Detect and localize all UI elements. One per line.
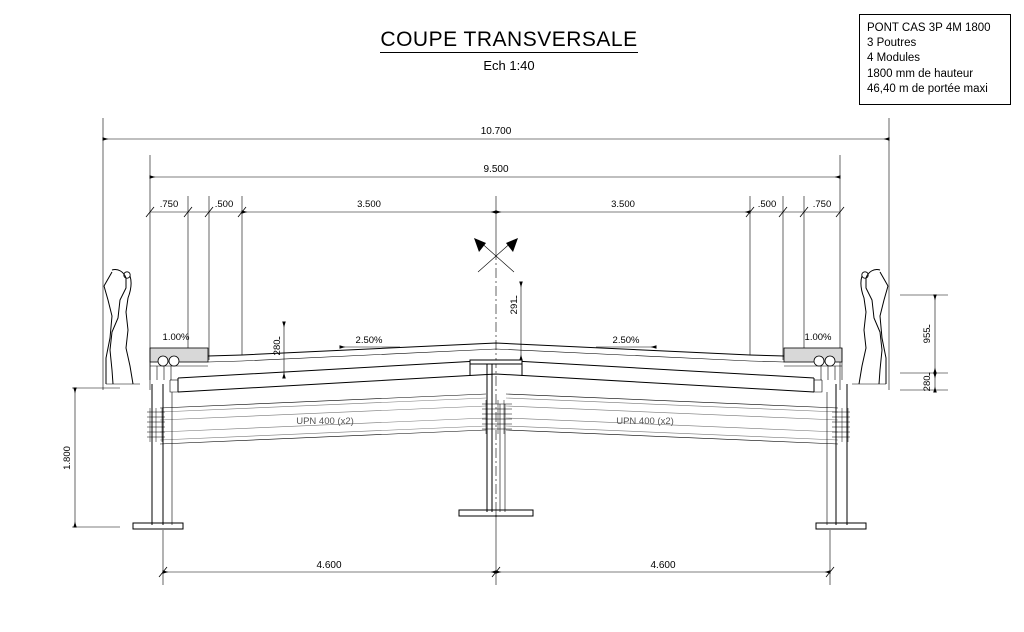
beam-label-right: UPN 400 (x2) (616, 416, 674, 427)
info-line-2: 3 Poutres (867, 37, 917, 50)
info-line-3: 4 Modules (867, 52, 921, 65)
support-columns (133, 384, 866, 529)
dim-seg-4: 3.500 (611, 199, 635, 210)
dim-height-right-upper: ـ955 (922, 324, 933, 344)
slope-left-outer: 1.00% (162, 332, 190, 343)
kerb-left (150, 348, 208, 380)
dim-bottom-right: 4.600 (650, 560, 676, 571)
slope-left-inner: 2.50% (355, 335, 383, 346)
info-line-4: 1800 mm de hauteur (867, 67, 974, 80)
parapet-left (104, 269, 140, 384)
dim-height-crown: ـ291 (509, 295, 520, 315)
info-line-5: 46,40 m de portée maxi (867, 82, 988, 95)
dim-height-deck: ـ280 (272, 336, 283, 356)
dim-seg-3: 3.500 (357, 199, 381, 210)
dim-height-left: 1.800 (62, 446, 73, 470)
dim-left-vertical (62, 388, 75, 527)
dim-crown (509, 282, 521, 360)
dimension-lines-bottom (159, 560, 834, 577)
kerb-right (784, 348, 842, 380)
dim-seg-2: .500 (214, 199, 234, 210)
dim-right-vertical (922, 295, 935, 392)
dim-seg-5: .500 (757, 199, 777, 210)
dim-deck-thickness (272, 322, 284, 378)
slope-right-inner: 2.50% (612, 335, 640, 346)
dim-second-top: 9.500 (483, 164, 509, 175)
parapet-right (852, 269, 888, 384)
slope-right-outer: 1.00% (804, 332, 832, 343)
info-line-1: PONT CAS 3P 4M 1800 (867, 22, 991, 34)
page-title: COUPE TRANSVERSALE (380, 28, 637, 53)
dim-seg-1: .750 (159, 199, 179, 210)
dim-seg-6: .750 (812, 199, 832, 210)
scale-label: Ech 1:40 (483, 58, 535, 74)
dim-height-right-lower: ـ280 (922, 372, 933, 392)
dim-bottom-left: 4.600 (316, 560, 342, 571)
bolt-clusters (147, 400, 850, 442)
beam-label-left: UPN 400 (x2) (296, 416, 354, 427)
slope-indicators (163, 332, 832, 347)
dim-overall-top: 10.700 (480, 126, 512, 137)
